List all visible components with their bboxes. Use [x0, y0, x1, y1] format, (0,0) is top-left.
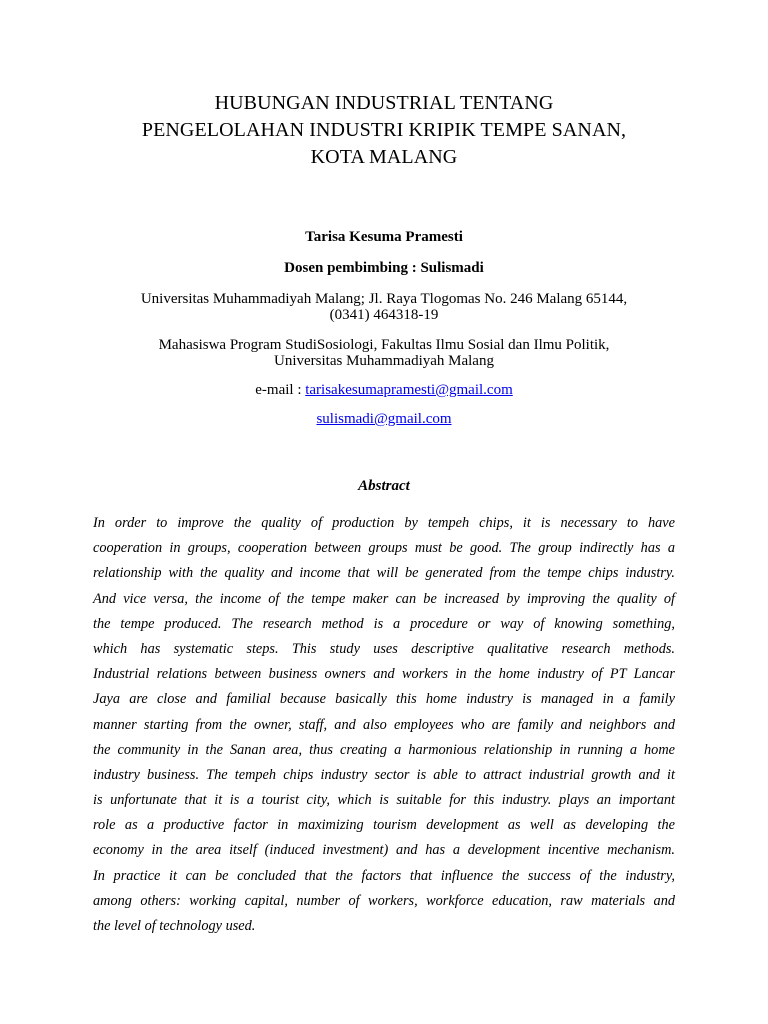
abstract-line: economy in the area itself (induced investment) and has a development incentive mechanism. — [93, 842, 675, 859]
abstract-line: Industrial relations between business owners and workers in the home industry of PT Lancar — [93, 666, 675, 683]
abstract-line: role as a productive factor in maximizing tourism development as well as developing the — [93, 817, 675, 834]
title-line-1: HUBUNGAN INDUSTRIAL TENTANG — [214, 92, 554, 114]
title-line-3: KOTA MALANG — [310, 146, 458, 168]
paper-title — [0, 90, 768, 171]
supervisor-line: Dosen pembimbing : Sulismadi — [284, 260, 484, 276]
abstract-line: which has systematic steps. This study uses descriptive qualitative research methods. — [93, 640, 675, 657]
email-line-2 — [0, 411, 768, 428]
abstract-line: the level of technology used. — [93, 918, 256, 934]
abstract-line: is unfortunate that it is a tourist city, which is suitable for this industry. plays an important — [93, 792, 675, 809]
abstract-line: the community in the Sanan area, thus creating a harmonious relationship in running a home — [93, 741, 675, 758]
email-link-author[interactable]: tarisakesumapramesti@gmail.com — [305, 382, 513, 398]
abstract-line: In practice it can be concluded that the factors that influence the success of the industry, — [93, 867, 675, 884]
abstract-line: cooperation in groups, cooperation between groups must be good. The group indirectly has a — [93, 540, 675, 557]
abstract-line: the tempe produced. The research method is a procedure or way of knowing something, — [93, 615, 675, 632]
abstract-line: And vice versa, the income of the tempe maker can be increased by improving the quality of — [93, 590, 675, 607]
abstract-line: Jaya are close and familial because basically this home industry is managed in a family — [93, 691, 675, 708]
abstract-line: relationship with the quality and income that will be generated from the tempe chips industry. — [93, 565, 675, 582]
abstract-line: among others: working capital, number of workers, workforce education, raw materials and — [93, 892, 675, 909]
abstract-body — [93, 511, 675, 939]
title-line-2: PENGELOLAHAN INDUSTRI KRIPIK TEMPE SANAN, — [141, 119, 627, 141]
abstract-heading: Abstract — [358, 478, 410, 494]
author-name: Tarisa Kesuma Pramesti — [305, 229, 463, 245]
email-link-supervisor[interactable]: sulismadi@gmail.com — [316, 411, 452, 427]
email-label: e-mail : — [255, 382, 306, 398]
abstract-line: In order to improve the quality of production by tempeh chips, it is necessary to have — [93, 515, 675, 531]
affiliation-1-line-1: Universitas Muhammadiyah Malang; Jl. Raya Tlogomas No. 246 Malang 65144, — [140, 291, 628, 307]
email-line — [0, 382, 768, 399]
affiliation-2-line-2: Universitas Muhammadiyah Malang — [274, 353, 494, 369]
abstract-line: industry business. The tempeh chips industry sector is able to attract industrial growth and it — [93, 766, 675, 783]
affiliation-2-line-1: Mahasiswa Program StudiSosiologi, Fakultas Ilmu Sosial dan Ilmu Politik, — [158, 337, 610, 353]
affiliation-1-line-2: (0341) 464318-19 — [329, 307, 439, 323]
abstract-line: manner starting from the owner, staff, and also employees who are family and neighbors and — [93, 716, 675, 733]
